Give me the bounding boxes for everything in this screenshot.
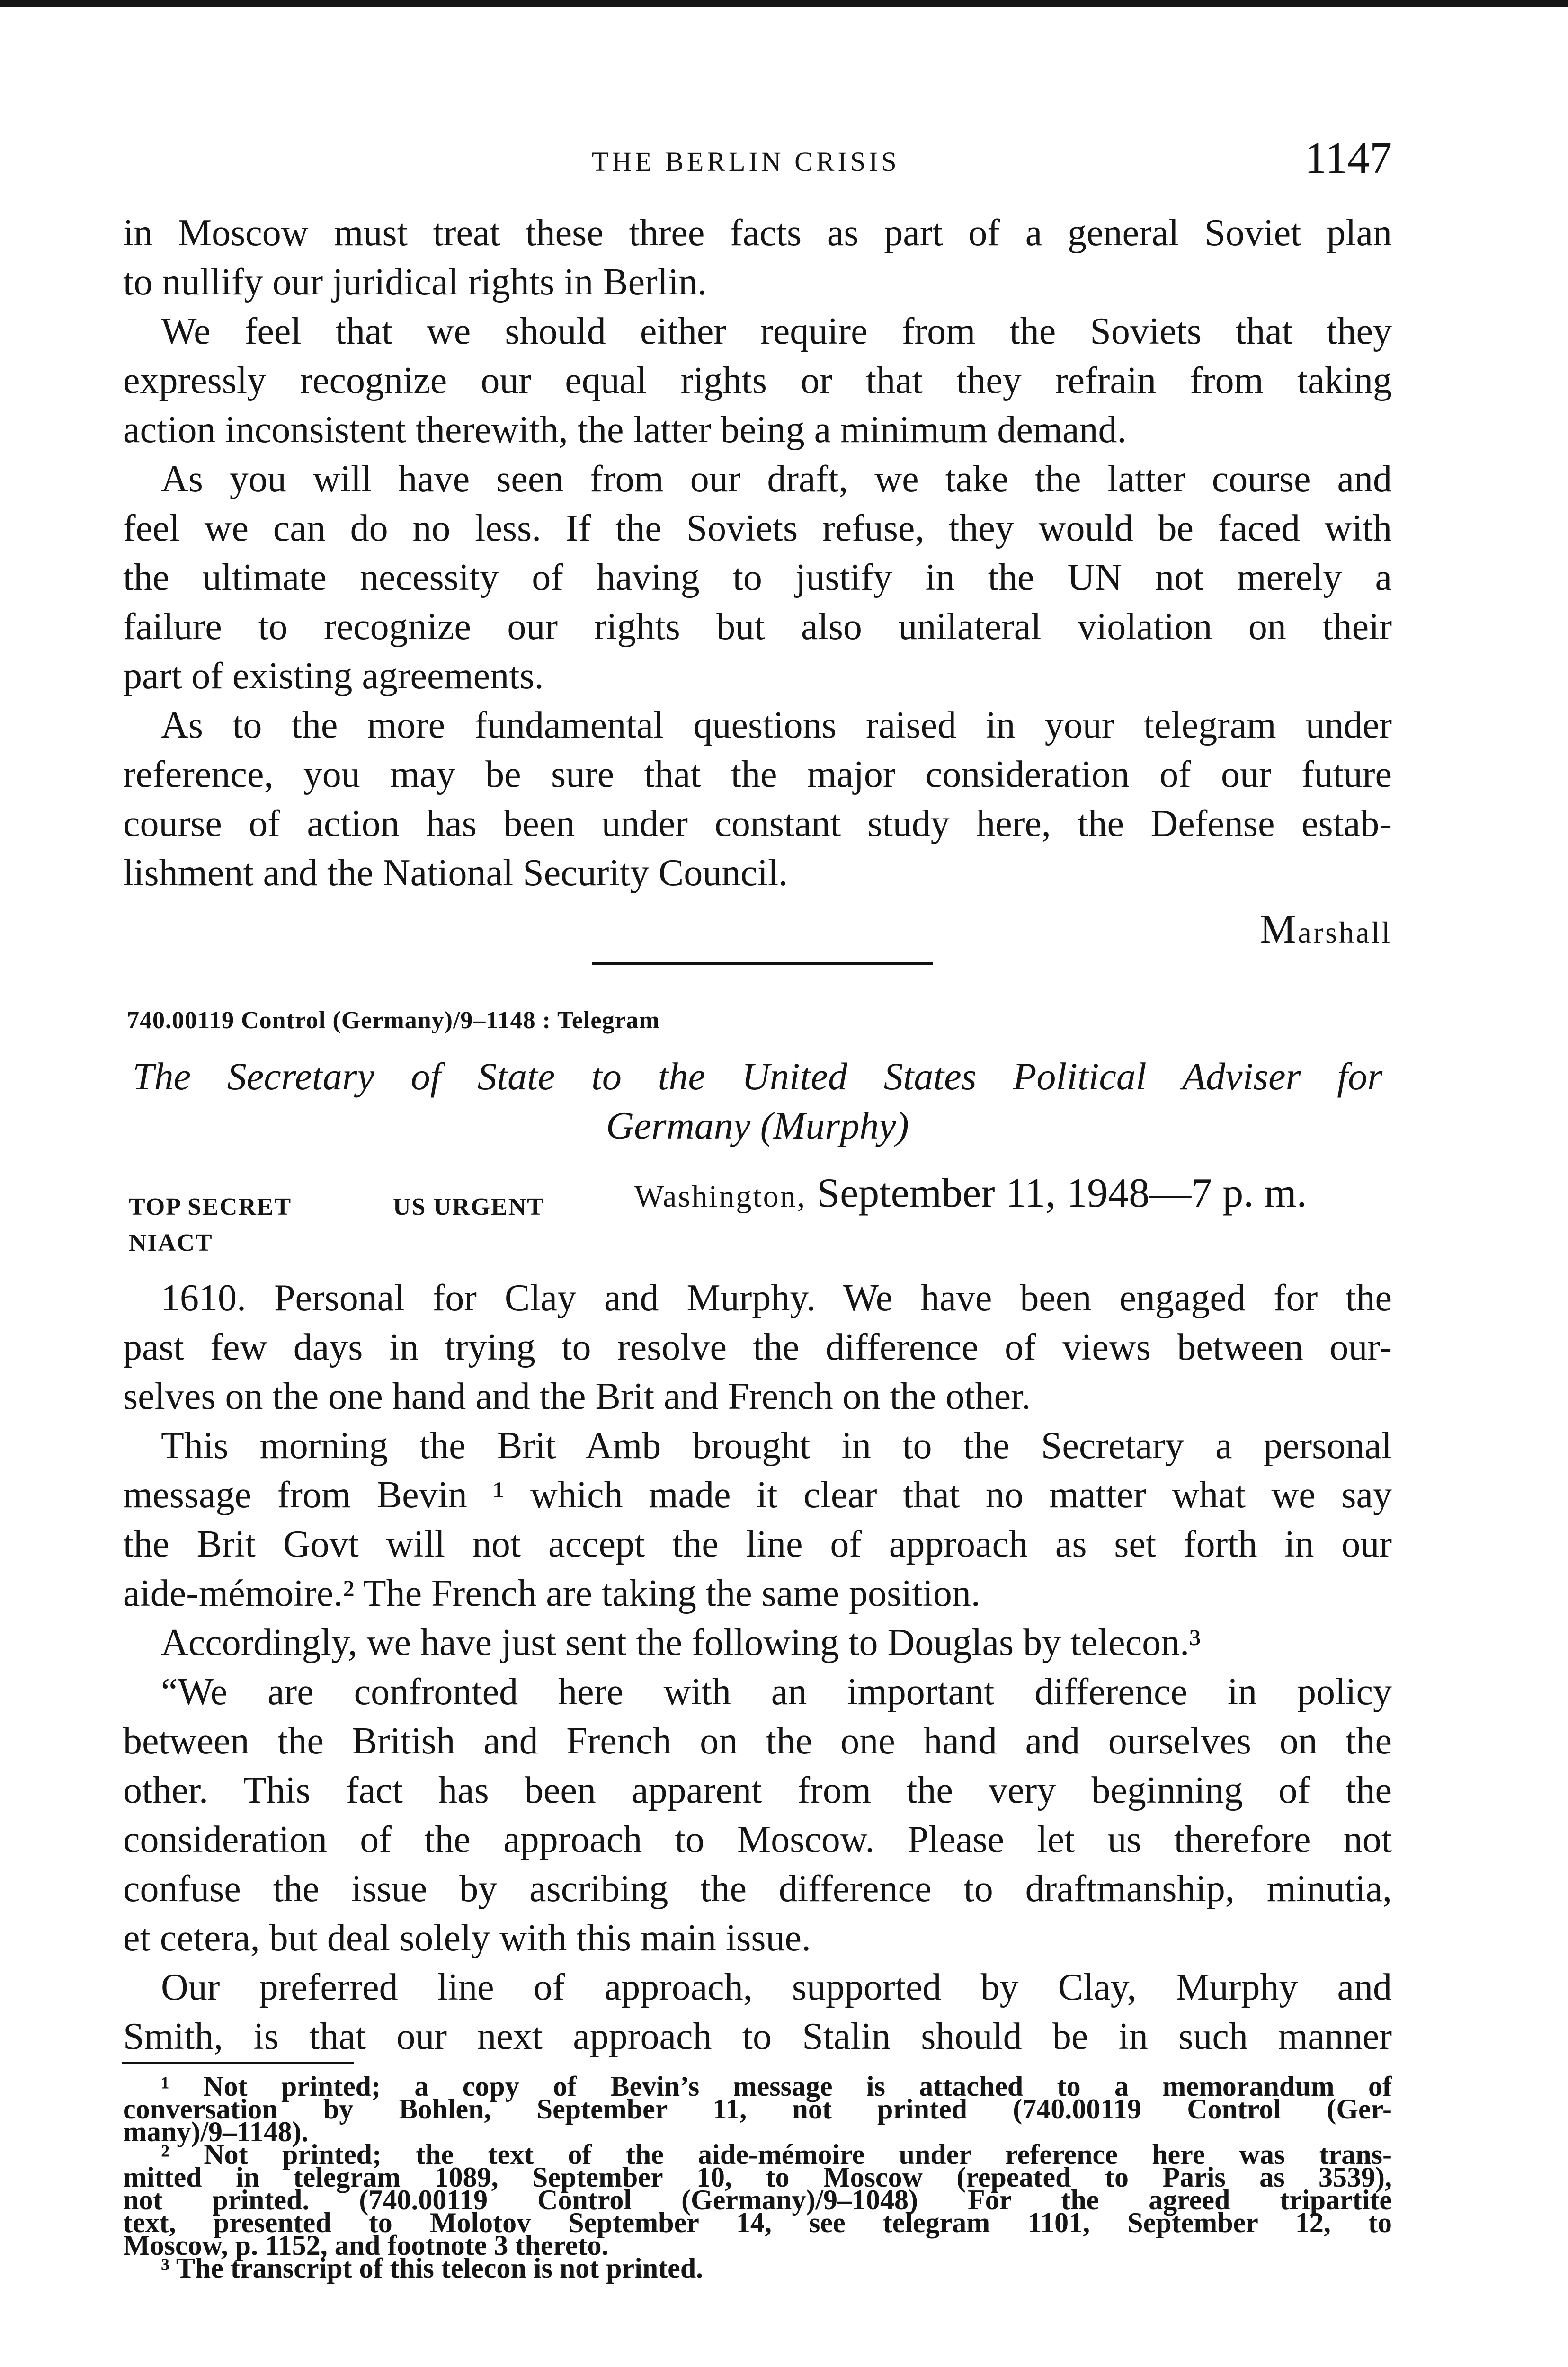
footnote-line: not printed. (740.00119 Control (Germany)/9–1048) For the agreed tripartite: [123, 2184, 1392, 2216]
classification-top-secret: TOP SECRET: [129, 1193, 292, 1220]
text-line: This morning the Brit Amb brought in to the Secretary a personal: [161, 1425, 1392, 1467]
footnote-line: mitted in telegram 1089, September 10, to Moscow (repeated to Paris as 3539),: [123, 2162, 1392, 2193]
text-line: 1610. Personal for Clay and Murphy. We have been engaged for the: [161, 1277, 1392, 1319]
dateline: [634, 1169, 1307, 1217]
footnote-line: ² Not printed; the text of the aide-mémoire under reference here was trans-: [161, 2139, 1392, 2170]
footnote-line: text, presented to Molotov September 14, see telegram 1101, September 12, to: [123, 2207, 1392, 2238]
text-line: confuse the issue by ascribing the difference to draftmanship, minutia,: [123, 1868, 1392, 1910]
body-text-telegram-1610: [123, 1273, 1392, 2061]
classification-niact: NIACT: [129, 1229, 213, 1256]
heading-line-1: The Secretary of State to the United States Political Adviser for: [133, 1055, 1382, 1098]
body-text-marshall-telegram: [123, 208, 1392, 898]
text-line: We feel that we should either require from the Soviets that they: [161, 311, 1392, 352]
document-heading: [133, 1052, 1382, 1150]
text-line: other. This fact has been apparent from the very beginning of the: [123, 1770, 1392, 1811]
text-line: to nullify our juridical rights in Berlin.: [123, 261, 707, 303]
text-line: the Brit Govt will not accept the line of approach as set forth in our: [123, 1523, 1392, 1565]
dateline-date: September 11, 1948—7 p. m.: [817, 1170, 1307, 1216]
footnotes: [123, 2071, 1392, 2284]
text-line: aide-mémoire.² The French are taking the same position.: [123, 1573, 980, 1614]
text-line: Smith, is that our next approach to Stalin should be in such manner: [123, 2016, 1392, 2057]
running-head: THE BERLIN CRISIS: [592, 146, 900, 177]
footnote-line: conversation by Bohlen, September 11, not printed (740.00119 Control (Ger-: [123, 2093, 1392, 2125]
text-line: the ultimate necessity of having to justify in the UN not merely a: [123, 557, 1392, 598]
text-line: action inconsistent therewith, the latter being a minimum demand.: [123, 409, 1127, 451]
text-line: Accordingly, we have just sent the following to Douglas by telecon.³: [161, 1622, 1201, 1664]
text-line: et cetera, but deal solely with this main issue.: [123, 1917, 811, 1959]
section-divider: [592, 962, 933, 965]
text-line: past few days in trying to resolve the difference of views between our-: [123, 1326, 1392, 1368]
text-line: failure to recognize our rights but also unilateral violation on their: [123, 606, 1392, 648]
footnote-line: many)/9–1148).: [123, 2116, 309, 2147]
footnote-line: ¹ Not printed; a copy of Bevin’s message is attached to a memorandum of: [161, 2071, 1392, 2102]
text-line: feel we can do no less. If the Soviets refuse, they would be faced with: [123, 507, 1392, 549]
footnote-rule: [122, 2062, 354, 2064]
document-reference: 740.00119 Control (Germany)/9–1148 : Telegram: [127, 1007, 660, 1034]
heading-line-2: Germany (Murphy): [606, 1104, 909, 1147]
text-line: Our preferred line of approach, supported by Clay, Murphy and: [161, 1967, 1392, 2008]
text-line: lishment and the National Security Council.: [123, 852, 788, 894]
text-line: “We are confronted here with an important difference in policy: [161, 1671, 1392, 1713]
page-number: 1147: [1304, 133, 1392, 183]
text-line: part of existing agreements.: [123, 655, 544, 697]
signature-marshall: Marshall: [1259, 906, 1392, 952]
footnote-line: ³ The transcript of this telecon is not printed.: [161, 2252, 704, 2284]
scan-top-edge: [0, 0, 1568, 7]
footnote-line: Moscow, p. 1152, and footnote 3 thereto.: [123, 2230, 609, 2261]
text-line: selves on the one hand and the Brit and French on the other.: [123, 1376, 1031, 1417]
dateline-place: Washington,: [634, 1179, 807, 1214]
text-line: between the British and French on the one hand and ourselves on the: [123, 1720, 1392, 1762]
text-line: As you will have seen from our draft, we take the latter course and: [161, 458, 1392, 500]
text-line: As to the more fundamental questions raised in your telegram under: [161, 704, 1392, 746]
text-line: message from Bevin ¹ which made it clear that no matter what we say: [123, 1474, 1392, 1516]
text-line: in Moscow must treat these three facts as part of a general Soviet plan: [123, 212, 1392, 254]
page-header: [123, 133, 1392, 189]
classification-urgent: US URGENT: [393, 1193, 544, 1220]
text-line: expressly recognize our equal rights or that they refrain from taking: [123, 360, 1392, 401]
text-line: reference, you may be sure that the major consideration of our future: [123, 754, 1392, 795]
text-line: course of action has been under constant study here, the Defense estab-: [123, 803, 1392, 845]
text-line: consideration of the approach to Moscow. Please let us therefore not: [123, 1819, 1392, 1860]
